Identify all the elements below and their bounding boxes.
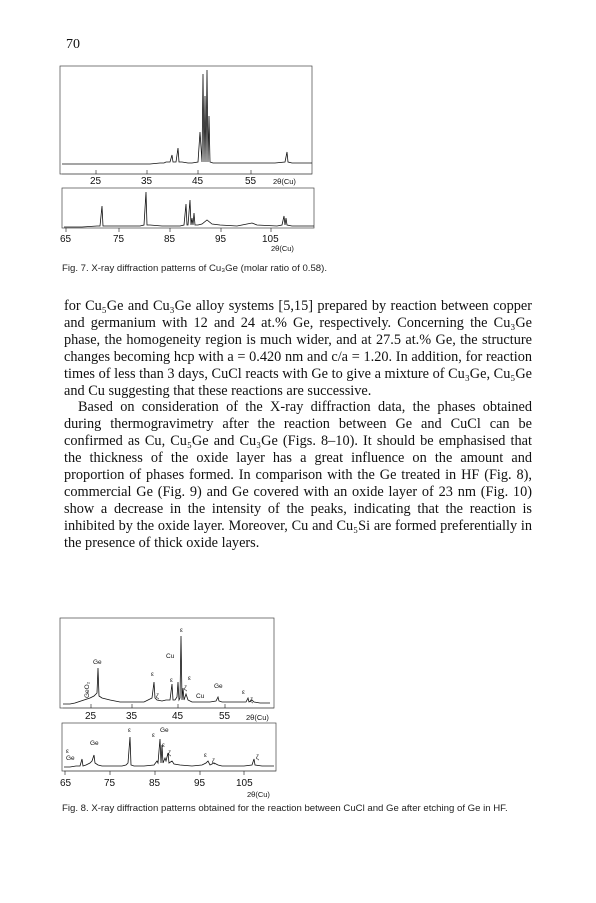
fig8-lower-tick: 65 (60, 778, 72, 789)
fig7-upper-tick: 55 (245, 176, 257, 187)
page-number: 70 (66, 37, 80, 52)
fig8-lower-peak-label: ε (152, 732, 155, 739)
fig8-peak-label: Cu (166, 653, 175, 660)
fig7-lower-tick: 75 (113, 234, 125, 245)
fig8-peak-label: ζ (184, 685, 187, 692)
fig8-peak-label: Ge (214, 683, 223, 690)
fig8-peak-label: ε (188, 675, 191, 682)
paragraph-1: for Cu₅Ge and Cu₃Ge alloy systems [5,15] prepared by reaction between copper and germanium with 12 and 24 at.% Ge, respectively. Concerning the Cu₃Ge phase, the homogeneity region is much wider, and at 27.5 at.% Ge, the structure changes becoming hcp with a = 0.420 nm and c/a = 1.20. In addition, for reaction times of less than 3 days, CuCl reacts with Ge to give a mixture of Cu₃Ge, Cu₅Ge and Cu suggesting that these reactions are successive. (64, 298, 532, 399)
fig7-lower-tick: 65 (60, 234, 72, 245)
fig8-peak-label: GeO₂ (84, 681, 91, 698)
figure-8-lower-pattern (62, 723, 322, 807)
fig7-lower-tick: 85 (164, 234, 176, 245)
fig7-lower-tick: 105 (262, 234, 279, 245)
figure-8-upper-pattern (60, 618, 320, 726)
fig8-lower-peak-label: Ge (66, 755, 75, 762)
fig8-lower-tick: 75 (104, 778, 116, 789)
paragraph-2: Based on consideration of the X-ray diffraction data, the phases obtained during thermogravimetry after the reaction between Ge and CuCl can be confirmed as Cu, Cu₅Ge and Cu₃Ge (Figs. 8–10). It should be emphasised that the thickness of the oxide layer has a great influence on the amount and proportion of phases formed. In comparison with the Ge treated in HF (Fig. 8), commercial Ge (Fig. 9) and Ge covered with an oxide layer of 23 nm (Fig. 10) show a decrease in the intensity of the peaks, indicating that the reaction is inhibited by the oxide layer. Moreover, Cu and Cu₅Si are formed preferentially in the presence of thick oxide layers. (64, 399, 532, 551)
fig8-lower-peak-label: ε (128, 727, 131, 734)
fig8-upper-tick: 25 (85, 711, 97, 722)
fig8-lower-peak-label: ζ (212, 758, 215, 765)
fig7-upper-axis-unit: 2θ(Cu) (273, 177, 296, 186)
fig8-peak-label: ε (242, 689, 245, 696)
fig7-upper-tick: 45 (192, 176, 204, 187)
figure-7-lower (62, 188, 318, 252)
fig8-lower-peak-label: Ge (160, 727, 169, 734)
fig7-lower-tick: 95 (215, 234, 227, 245)
fig7-lower-trace (64, 192, 314, 227)
fig8-upper-trace (63, 636, 270, 704)
figure-7-lower-pattern (62, 188, 318, 252)
fig8-upper-tick: 45 (172, 711, 184, 722)
fig8-peak-label: ε (180, 627, 183, 634)
fig8-lower-peak-label: ζ (168, 750, 171, 757)
fig7-upper-tick: 35 (141, 176, 153, 187)
figure-7 (60, 66, 320, 191)
fig8-peak-label: ζ (250, 697, 253, 704)
fig8-peak-label: ζ (156, 693, 159, 700)
fig7-upper-tick: 25 (90, 176, 102, 187)
fig7-upper-trace (62, 70, 312, 164)
figure-8-caption: Fig. 8. X-ray diffraction patterns obtained for the reaction between CuCl and Ge after etching of Ge in HF. (62, 803, 508, 814)
figure-8 (60, 618, 320, 726)
fig8-lower-peak-label: ζ (256, 754, 259, 761)
fig8-lower-axis-unit: 2θ(Cu) (247, 790, 270, 799)
fig8-lower-tick: 95 (194, 778, 206, 789)
fig8-upper-tick: 55 (219, 711, 231, 722)
fig8-lower-peak-label: Ge (90, 740, 99, 747)
fig7-lower-axis-unit: 2θ(Cu) (271, 244, 294, 253)
fig8-lower-peak-label: ε (204, 752, 207, 759)
figure-7-caption: Fig. 7. X-ray diffraction patterns of Cu₃Ge (molar ratio of 0.58). (62, 263, 328, 274)
fig8-lower-peak-label: ε (66, 748, 69, 755)
fig8-peak-label: ε (151, 671, 154, 678)
figure-7-upper-pattern (60, 66, 320, 191)
fig8-peak-label: Ge (93, 659, 102, 666)
fig8-peak-label: ε (170, 677, 173, 684)
fig8-lower-tick: 105 (236, 778, 253, 789)
fig8-upper-tick: 35 (126, 711, 138, 722)
fig8-lower-peak-label: ε (162, 742, 165, 749)
body-text (64, 298, 532, 552)
fig8-peak-label: Cu (196, 693, 205, 700)
fig8-lower-tick: 85 (149, 778, 161, 789)
fig8-upper-axis-unit: 2θ(Cu) (246, 713, 269, 722)
figure-8-lower (62, 723, 322, 807)
